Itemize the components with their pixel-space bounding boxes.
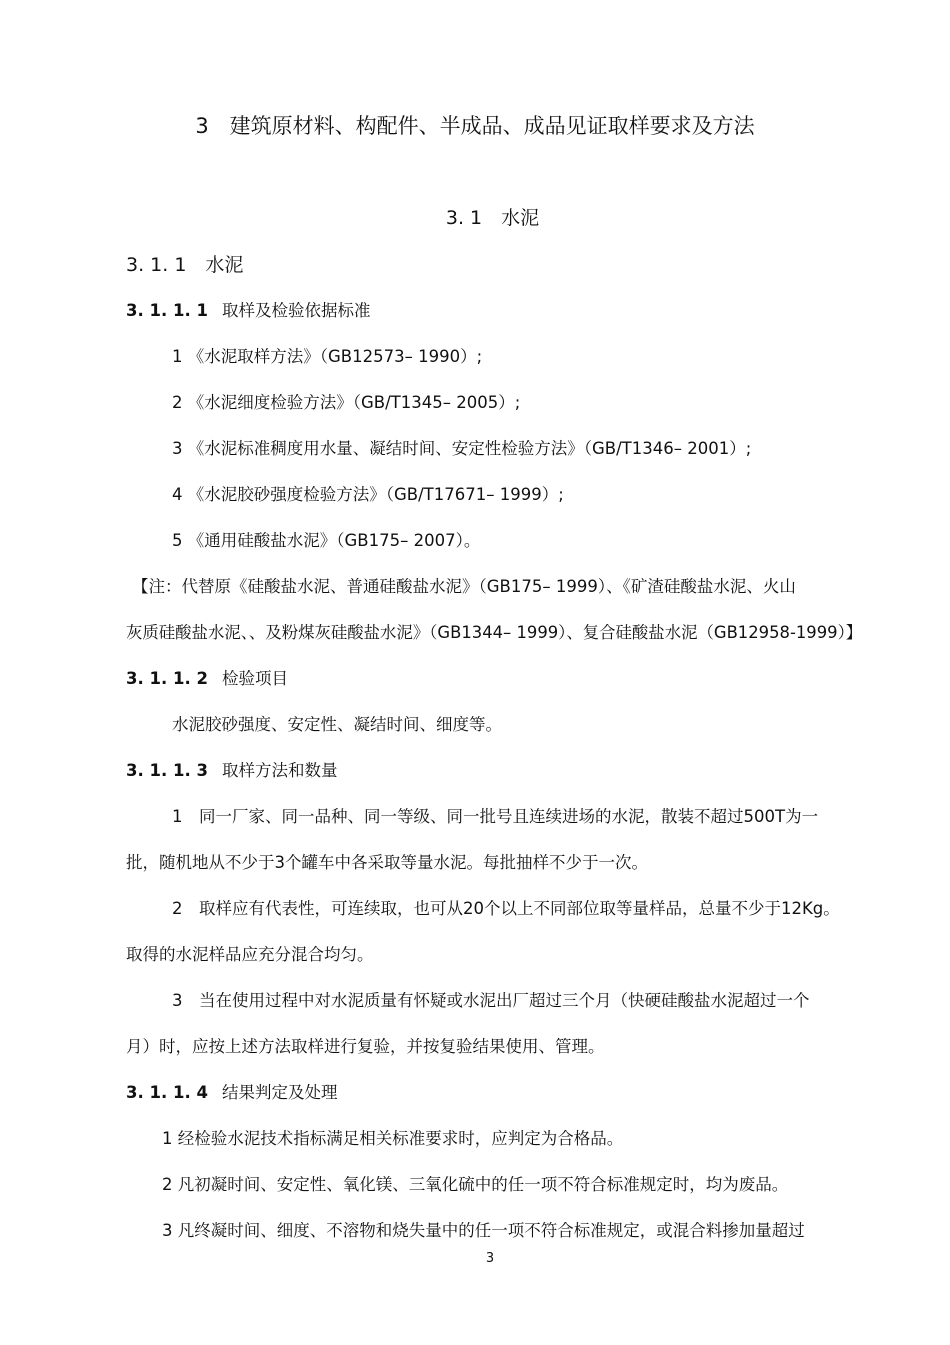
clause-number: 3. 1. 1. 2	[126, 669, 208, 688]
chapter-title: 3 建筑原材料、构配件、半成品、成品见证取样要求及方法	[195, 114, 755, 138]
standard-list-item: 5 《通用硅酸盐水泥》（GB175– 2007）。	[172, 531, 481, 550]
clause-title: 结果判定及处理	[221, 1083, 338, 1102]
standard-list-item: 2 《水泥细度检验方法》（GB/T1345– 2005）;	[172, 393, 521, 412]
subsection-title: 3. 1. 1 水泥	[126, 254, 244, 276]
result-list-item: 3 凡终凝时间、细度、不溶物和烧失量中的任一项不符合标准规定，或混合料掺加量超过	[162, 1221, 805, 1240]
note-text: 灰质硅酸盐水泥、、及粉煤灰硅酸盐水泥》（GB1344– 1999）、复合硅酸盐水泥（GB12958-1999）】	[126, 623, 863, 642]
body-paragraph: 批，随机地从不少于3个罐车中各采取等量水泥。每批抽样不少于一次。	[126, 853, 648, 872]
standard-list-item: 1 《水泥取样方法》（GB12573– 1990）;	[172, 347, 483, 366]
clause-heading-1	[126, 300, 370, 322]
body-paragraph: 月）时，应按上述方法取样进行复验，并按复验结果使用、管理。	[126, 1037, 605, 1056]
clause-number: 3. 1. 1. 3	[126, 761, 208, 780]
clause-heading-3	[126, 760, 337, 782]
result-list-item: 2 凡初凝时间、安定性、氧化镁、三氧化硫中的任一项不符合标准规定时，均为废品。	[162, 1175, 789, 1194]
section-title: 3. 1 水泥	[445, 207, 540, 229]
standard-list-item: 3 《水泥标准稠度用水量、凝结时间、安定性检验方法》（GB/T1346– 2001）;	[172, 439, 752, 458]
clause-heading-4	[126, 1082, 337, 1104]
clause-title: 取样及检验依据标准	[221, 301, 371, 320]
result-list-item: 1 经检验水泥技术指标满足相关标准要求时，应判定为合格品。	[162, 1129, 624, 1148]
clause-title: 检验项目	[221, 669, 288, 688]
clause-title: 取样方法和数量	[221, 761, 338, 780]
body-paragraph: 3 当在使用过程中对水泥质量有怀疑或水泥出厂超过三个月（快硬硅酸盐水泥超过一个	[172, 991, 810, 1010]
note-text: 【注：代替原《硅酸盐水泥、普通硅酸盐水泥》（GB175– 1999）、《矿渣硅酸盐水泥、火山	[132, 577, 796, 596]
body-paragraph: 水泥胶砂强度、安定性、凝结时间、细度等。	[172, 715, 502, 734]
body-paragraph: 1 同一厂家、同一品种、同一等级、同一批号且连续进场的水泥，散装不超过500T为一	[172, 807, 819, 826]
clause-heading-2	[126, 668, 288, 690]
clause-number: 3. 1. 1. 1	[126, 301, 208, 320]
clause-number: 3. 1. 1. 4	[126, 1083, 208, 1102]
body-paragraph: 取得的水泥样品应充分混合均匀。	[126, 945, 374, 964]
page-number: 3	[485, 1251, 495, 1266]
standard-list-item: 4 《水泥胶砂强度检验方法》（GB/T17671– 1999）;	[172, 485, 564, 504]
body-paragraph: 2 取样应有代表性，可连续取，也可从20个以上不同部位取等量样品，总量不少于12Kg。	[172, 899, 840, 918]
